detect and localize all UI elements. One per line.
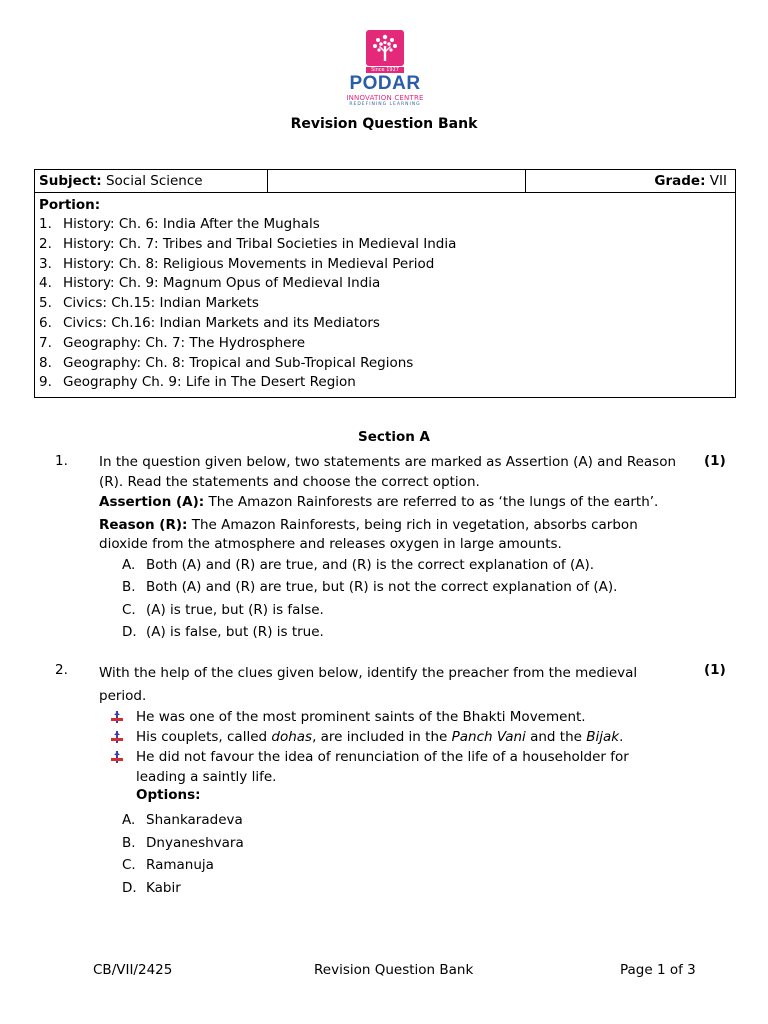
question-1-marks: (1) bbox=[704, 453, 726, 469]
question-2-clues bbox=[108, 707, 668, 787]
tree-logo-icon bbox=[366, 30, 404, 66]
portion-item bbox=[39, 274, 731, 294]
clue-item bbox=[108, 727, 668, 747]
portion-num: 4. bbox=[39, 275, 52, 292]
option-label: D. bbox=[122, 623, 137, 640]
option-text: Kabir bbox=[146, 880, 181, 897]
option-label: B. bbox=[122, 834, 136, 851]
option-item[interactable] bbox=[122, 621, 617, 643]
subject-cell bbox=[35, 170, 268, 192]
clue-text: He did not favour the idea of renunciation of the life of a householder for leading a saintly life. bbox=[136, 749, 629, 785]
option-text: Shankaradeva bbox=[146, 812, 243, 828]
question-2-number: 2. bbox=[55, 662, 68, 678]
footer-code: CB/VII/2425 bbox=[93, 962, 173, 978]
footer-title: Revision Question Bank bbox=[314, 962, 474, 978]
assertion-label: Assertion (A): bbox=[99, 494, 205, 510]
question-1-body bbox=[99, 453, 689, 555]
portion-num: 3. bbox=[39, 255, 52, 272]
portion-box bbox=[35, 193, 735, 397]
subject-value: Social Science bbox=[105, 173, 203, 189]
grade-cell bbox=[526, 170, 735, 192]
reason-text: The Amazon Rainforests, being rich in vegetation, absorbs carbon dioxide from the atmosphere and releases oxygen in large amounts. bbox=[99, 516, 638, 552]
question-1-intro: In the question given below, two statements are marked as Assertion (A) and Reason (R). Read the statements and choose the correct option. bbox=[99, 454, 677, 490]
clue-text: His couplets, called dohas, are included in the Panch Vani and the Bijak. bbox=[136, 729, 624, 745]
portion-item bbox=[39, 235, 731, 255]
option-item[interactable] bbox=[122, 854, 244, 877]
school-logo bbox=[330, 30, 440, 110]
assertion-line bbox=[99, 493, 689, 513]
document-title: Revision Question Bank bbox=[290, 116, 478, 132]
option-item[interactable] bbox=[122, 832, 244, 855]
footer-page-number: Page 1 of 3 bbox=[620, 962, 696, 978]
option-item[interactable] bbox=[122, 599, 617, 621]
section-heading: Section A bbox=[358, 429, 430, 445]
portion-list bbox=[39, 215, 731, 393]
blank-cell bbox=[268, 170, 526, 192]
portion-item bbox=[39, 334, 731, 354]
portion-text: Geography: Ch. 7: The Hydrosphere bbox=[63, 334, 306, 351]
portion-num: 9. bbox=[39, 374, 52, 391]
portion-text: History: Ch. 9: Magnum Opus of Medieval India bbox=[63, 275, 381, 292]
option-text: Both (A) and (R) are true, but (R) is not the correct explanation of (A). bbox=[146, 579, 618, 596]
portion-text: Civics: Ch.16: Indian Markets and its Mediators bbox=[63, 314, 380, 331]
portion-label: Portion: bbox=[39, 197, 101, 213]
portion-text: Geography Ch. 9: Life in The Desert Region bbox=[63, 374, 356, 391]
logo-subtitle: INNOVATION CENTRE bbox=[346, 94, 424, 102]
question-1-options bbox=[122, 554, 617, 643]
option-label: B. bbox=[122, 579, 136, 596]
question-2-intro: With the help of the clues given below, identify the preacher from the medieval period. bbox=[99, 665, 638, 704]
option-text: Both (A) and (R) are true, and (R) is the correct explanation of (A). bbox=[146, 557, 594, 573]
option-label: C. bbox=[122, 857, 136, 874]
option-text: Dnyaneshvara bbox=[146, 834, 244, 851]
portion-text: History: Ch. 7: Tribes and Tribal Societies in Medieval India bbox=[63, 235, 457, 252]
option-item[interactable] bbox=[122, 576, 617, 598]
option-label: C. bbox=[122, 601, 136, 618]
portion-num: 8. bbox=[39, 354, 52, 371]
portion-item bbox=[39, 294, 731, 314]
logo-tagline: REDEFINING LEARNING bbox=[349, 102, 421, 107]
subject-info-table bbox=[34, 169, 736, 398]
clue-item bbox=[108, 747, 668, 787]
portion-item bbox=[39, 215, 731, 235]
option-item[interactable] bbox=[122, 877, 244, 900]
portion-text: Civics: Ch.15: Indian Markets bbox=[63, 295, 259, 312]
grade-value: VII bbox=[709, 173, 727, 189]
option-label: A. bbox=[122, 812, 136, 828]
option-text: (A) is false, but (R) is true. bbox=[146, 623, 324, 640]
option-text: Ramanuja bbox=[146, 857, 214, 874]
arrow-bullet-icon bbox=[108, 707, 136, 727]
arrow-bullet-icon bbox=[108, 747, 136, 787]
grade-label: Grade: bbox=[654, 173, 706, 189]
options-label: Options: bbox=[136, 787, 201, 803]
portion-num: 2. bbox=[39, 235, 52, 252]
option-label: A. bbox=[122, 557, 136, 573]
portion-item bbox=[39, 354, 731, 374]
portion-num: 5. bbox=[39, 295, 52, 312]
portion-item bbox=[39, 255, 731, 275]
subject-label: Subject: bbox=[39, 173, 102, 189]
clue-text: He was one of the most prominent saints of the Bhakti Movement. bbox=[136, 709, 586, 725]
arrow-bullet-icon bbox=[108, 727, 136, 747]
option-item[interactable] bbox=[122, 809, 244, 832]
subject-row bbox=[35, 170, 735, 193]
logo-since-text: Since 1927 bbox=[366, 66, 404, 73]
option-item[interactable] bbox=[122, 554, 617, 576]
logo-name: PODAR bbox=[349, 73, 421, 94]
reason-label: Reason (R): bbox=[99, 516, 188, 533]
assertion-text: The Amazon Rainforests are referred to as ‘the lungs of the earth’. bbox=[208, 494, 659, 510]
portion-num: 7. bbox=[39, 334, 52, 351]
option-text: (A) is true, but (R) is false. bbox=[146, 601, 324, 618]
portion-num: 6. bbox=[39, 314, 52, 331]
portion-text: History: Ch. 8: Religious Movements in Medieval Period bbox=[63, 255, 435, 272]
portion-num: 1. bbox=[39, 216, 52, 232]
reason-line bbox=[99, 516, 689, 555]
question-2-marks: (1) bbox=[704, 662, 726, 678]
question-2-options bbox=[122, 809, 244, 900]
portion-text: History: Ch. 6: India After the Mughals bbox=[63, 216, 320, 232]
question-1-number: 1. bbox=[55, 453, 68, 469]
portion-text: Geography: Ch. 8: Tropical and Sub-Tropical Regions bbox=[63, 354, 414, 371]
portion-item bbox=[39, 373, 731, 393]
option-label: D. bbox=[122, 880, 137, 897]
portion-item bbox=[39, 314, 731, 334]
clue-item bbox=[108, 707, 668, 727]
